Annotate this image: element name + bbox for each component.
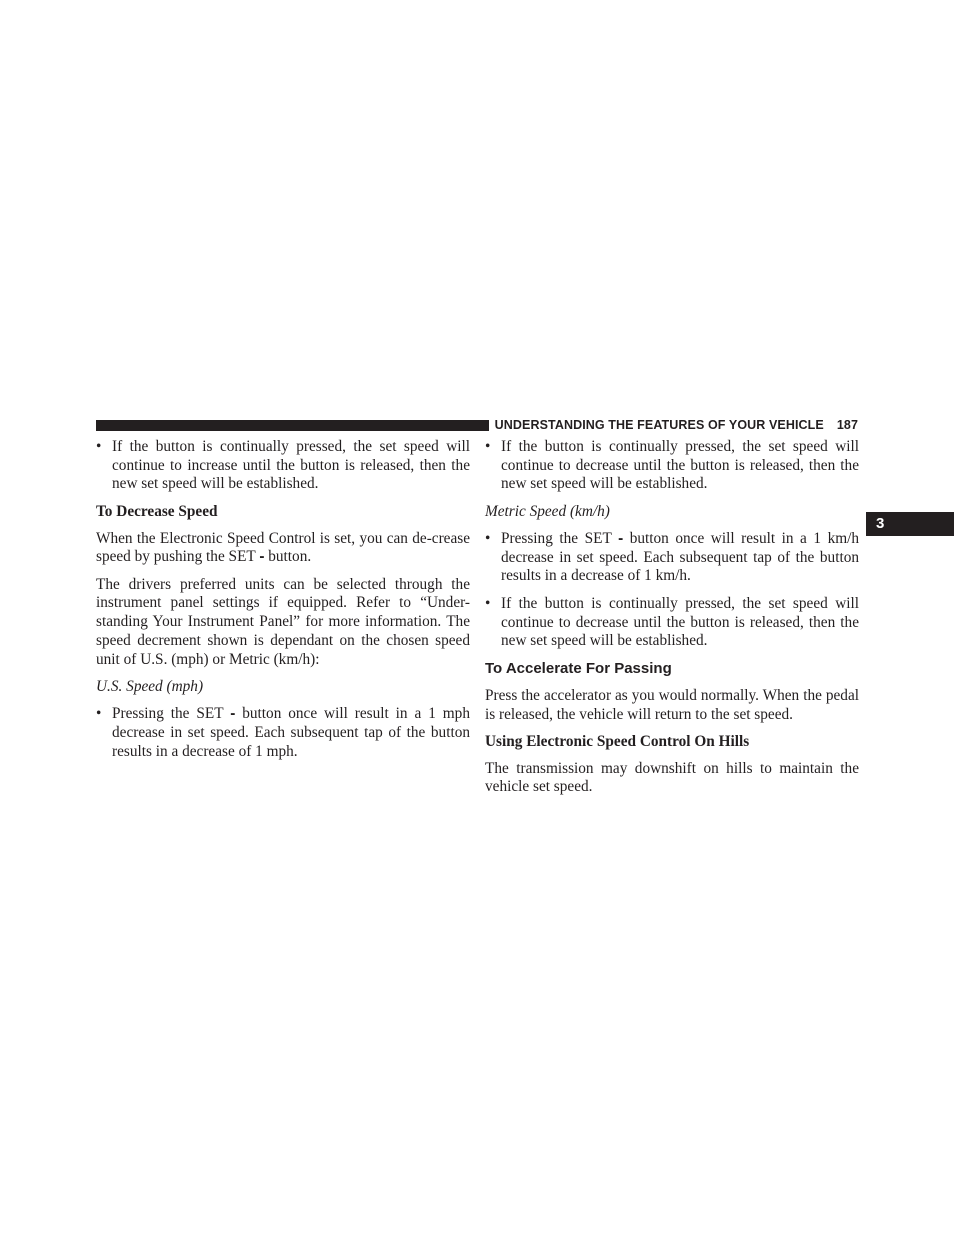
heading-hills: Using Electronic Speed Control On Hills — [485, 732, 750, 750]
bullet-item — [485, 595, 859, 651]
paragraph-hills: The transmission may downshift on hills to maintain the vehicle set speed. — [485, 759, 859, 796]
set-minus-label: - — [618, 530, 624, 547]
bullet-text-part: button once will result in a 1 mph decrease in set speed. Each subsequent tap of the button results in a decrease of 1 mph. — [112, 705, 470, 760]
bullet-dot: • — [96, 705, 102, 723]
set-minus-label: - — [259, 548, 265, 566]
heading-us-speed: U.S. Speed (mph) — [96, 677, 204, 695]
paragraph-text: When the Electronic Speed Control is set, you can de-crease speed by pushing the SET — [96, 529, 470, 566]
bullet-dot: • — [485, 530, 491, 547]
bullet-item — [485, 530, 859, 586]
paragraph-decrease — [96, 530, 470, 567]
set-minus-label: - — [230, 705, 236, 723]
bullet-dot: • — [96, 438, 102, 455]
bullet-text-part: Pressing the SET — [112, 705, 224, 723]
bullet-item — [485, 438, 859, 494]
bullet-text: If the button is continually pressed, the set speed will continue to decrease until the button is released, then the new set speed will be established. — [501, 438, 859, 493]
running-header — [494, 417, 858, 433]
bullet-text-part: Pressing the SET — [501, 530, 612, 547]
paragraph-text: button. — [268, 548, 312, 566]
bullet-dot: • — [485, 438, 491, 455]
heading-accelerate-passing: To Accelerate For Passing — [485, 659, 672, 677]
heading-metric-speed: Metric Speed (km/h) — [485, 502, 610, 520]
header-title: UNDERSTANDING THE FEATURES OF YOUR VEHICLE — [494, 418, 824, 432]
bullet-item — [96, 438, 470, 494]
bullet-dot: • — [485, 594, 491, 612]
bullet-text: If the button is continually pressed, the set speed will continue to decrease until the button is released, then the new set speed will be established. — [501, 594, 859, 650]
heading-decrease-speed: To Decrease Speed — [96, 502, 218, 520]
right-column — [485, 438, 859, 806]
paragraph-units: The drivers preferred units can be selected through the instrument panel settings if equipped. Refer to “Under-standing Your Instrument Panel” for more information. The speed decrement shown is dependant on the chosen speed unit of U.S. (mph) or Metric (km/h): — [96, 575, 470, 668]
bullet-item — [96, 705, 470, 761]
header-rule — [96, 420, 489, 431]
page-number: 187 — [836, 418, 858, 432]
bullet-text-part: button once will result in a 1 km/h decrease in set speed. Each subsequent tap of the button results in a decrease of 1 km/h. — [501, 530, 860, 585]
left-column — [96, 438, 470, 770]
paragraph-passing: Press the accelerator as you would normally. When the pedal is released, the vehicle will return to the set speed. — [485, 686, 859, 723]
chapter-tab: 3 — [866, 512, 954, 536]
bullet-text: If the button is continually pressed, the set speed will continue to increase until the button is released, then the new set speed will be established. — [112, 438, 470, 493]
bullet-text — [501, 530, 859, 584]
bullet-text — [112, 705, 470, 759]
